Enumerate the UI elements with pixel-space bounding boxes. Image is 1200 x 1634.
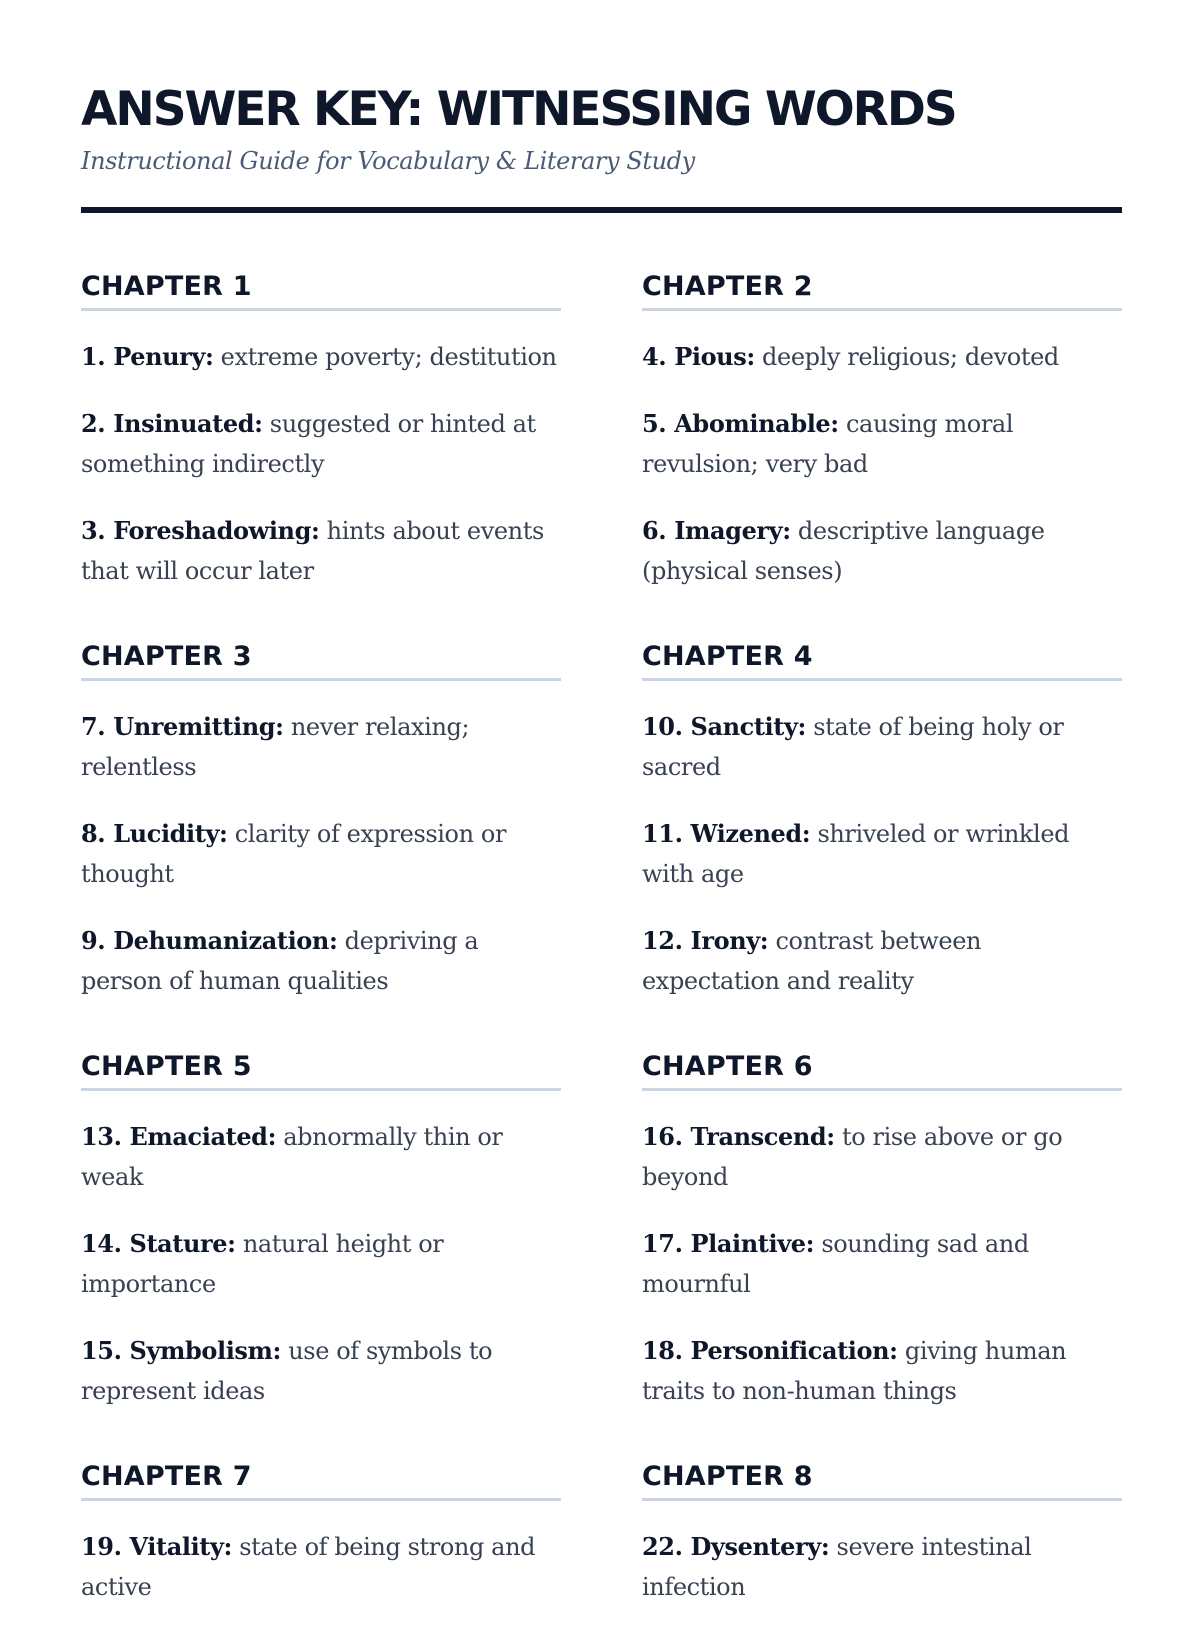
vocabulary-term: 5. Abominable: [642,409,839,438]
vocabulary-term: 19. Vitality: [81,1532,232,1561]
vocabulary-term: 2. Insinuated: [81,409,263,438]
vocabulary-entry [642,404,1122,484]
title-divider [81,207,1122,213]
chapter-7-section [81,1456,561,1634]
vocabulary-list [81,311,561,591]
vocabulary-term: 8. Lucidity: [81,819,228,848]
vocabulary-entry [642,1224,1122,1304]
chapter-heading: CHAPTER 8 [642,1456,1122,1501]
vocabulary-term: 16. Transcend: [642,1122,835,1151]
vocabulary-list [642,1091,1122,1411]
vocabulary-term: 12. Irony: [642,926,769,955]
vocabulary-list [642,1501,1122,1607]
vocabulary-definition: contrast between expectation and reality [642,927,982,995]
vocabulary-definition: use of symbols to represent ideas [81,1337,493,1405]
chapter-heading: CHAPTER 3 [81,636,561,681]
vocabulary-definition: causing moral revulsion; very bad [642,410,1014,478]
vocabulary-definition: shriveled or wrinkled with age [642,820,1070,888]
chapter-heading: CHAPTER 1 [81,266,561,311]
vocabulary-entry [642,921,1122,1001]
vocabulary-entry [81,511,561,591]
vocabulary-definition: severe intestinal infection [642,1533,1032,1601]
vocabulary-entry [642,337,1122,377]
chapter-8-section [642,1456,1122,1634]
vocabulary-entry [81,404,561,484]
chapter-2-section [642,266,1122,618]
vocabulary-entry [81,707,561,787]
chapter-6-section [642,1046,1122,1438]
vocabulary-term: 13. Emaciated: [81,1122,277,1151]
vocabulary-term: 9. Dehumanization: [81,926,338,955]
vocabulary-definition: never relaxing; relentless [81,713,470,781]
vocabulary-definition: abnormally thin or weak [81,1123,503,1191]
vocabulary-definition: deeply religious; devoted [762,343,1059,371]
chapter-3-section [81,636,561,1028]
vocabulary-definition: clarity of expression or thought [81,820,507,888]
vocabulary-definition: sounding sad and mournful [642,1230,1029,1298]
vocabulary-entry [81,1224,561,1304]
vocabulary-definition: natural height or importance [81,1230,444,1298]
vocabulary-entry [81,1117,561,1197]
vocabulary-term: 10. Sanctity: [642,712,806,741]
vocabulary-definition: to rise above or go beyond [642,1123,1063,1191]
vocabulary-term: 14. Stature: [81,1229,236,1258]
chapter-4-section [642,636,1122,1028]
vocabulary-list [81,1091,561,1411]
vocabulary-list [81,1501,561,1607]
vocabulary-entry [642,1331,1122,1411]
vocabulary-term: 15. Symbolism: [81,1336,281,1365]
chapter-heading: CHAPTER 2 [642,266,1122,311]
vocabulary-definition: state of being holy or sacred [642,713,1064,781]
vocabulary-definition: suggested or hinted at something indirectly [81,410,536,478]
vocabulary-entry [81,921,561,1001]
vocabulary-definition: descriptive language (physical senses) [642,517,1045,585]
page-title: ANSWER KEY: WITNESSING WORDS [81,82,956,137]
vocabulary-definition: state of being strong and active [81,1533,536,1601]
vocabulary-entry [642,511,1122,591]
vocabulary-entry [642,814,1122,894]
vocabulary-entry [642,1527,1122,1607]
vocabulary-entry [642,707,1122,787]
vocabulary-term: 4. Pious: [642,342,755,371]
vocabulary-definition: depriving a person of human qualities [81,927,479,995]
vocabulary-definition: hints about events that will occur later [81,517,544,585]
chapter-heading: CHAPTER 4 [642,636,1122,681]
vocabulary-definition: extreme poverty; destitution [220,343,557,371]
vocabulary-list [642,311,1122,591]
vocabulary-definition: giving human traits to non-human things [642,1337,1067,1405]
vocabulary-list [642,681,1122,1001]
vocabulary-term: 22. Dysentery: [642,1532,830,1561]
chapter-heading: CHAPTER 5 [81,1046,561,1091]
vocabulary-entry [81,1527,561,1607]
vocabulary-term: 1. Penury: [81,342,214,371]
vocabulary-entry [81,1331,561,1411]
page-subtitle: Instructional Guide for Vocabulary & Literary Study [81,147,695,175]
vocabulary-term: 17. Plaintive: [642,1229,815,1258]
vocabulary-term: 18. Personification: [642,1336,898,1365]
vocabulary-term: 7. Unremitting: [81,712,284,741]
chapter-heading: CHAPTER 7 [81,1456,561,1501]
vocabulary-entry [81,814,561,894]
vocabulary-term: 6. Imagery: [642,516,791,545]
vocabulary-term: 3. Foreshadowing: [81,516,320,545]
vocabulary-entry [81,337,561,377]
chapter-heading: CHAPTER 6 [642,1046,1122,1091]
vocabulary-list [81,681,561,1001]
vocabulary-term: 11. Wizened: [642,819,811,848]
vocabulary-entry [642,1117,1122,1197]
chapter-1-section [81,266,561,618]
chapter-5-section [81,1046,561,1438]
